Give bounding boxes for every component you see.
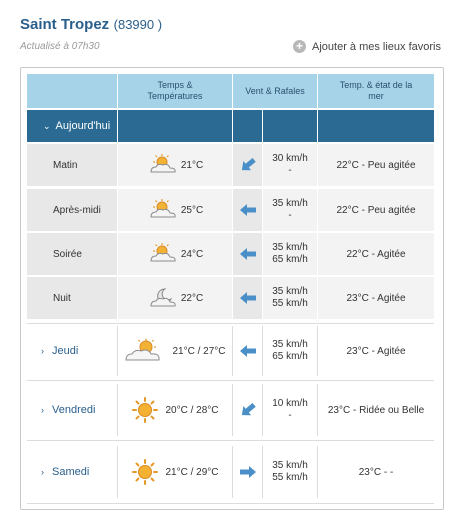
day-name: Vendredi <box>52 404 96 416</box>
sea-state: 23°C - - <box>318 446 434 498</box>
temperature-range: 21°C / 27°C <box>172 345 226 357</box>
temp-cell <box>118 384 233 436</box>
wind-gust: 55 km/h <box>272 298 308 309</box>
sun-cloud-icon <box>124 338 166 364</box>
wind-gust: - <box>288 410 292 421</box>
sea-state: 23°C - Agitée <box>318 326 434 376</box>
period-name: Après-midi <box>27 189 118 231</box>
sun-cloud-icon <box>147 153 181 177</box>
header-wind: Vent & Rafales <box>233 74 318 108</box>
day-name: Samedi <box>52 466 90 478</box>
sun-cloud-icon <box>147 242 181 266</box>
sea-state: 23°C - Ridée ou Belle <box>318 384 434 436</box>
temperature: 25°C <box>180 204 204 216</box>
period-row <box>27 189 434 231</box>
wind-gust: 55 km/h <box>272 472 308 483</box>
arrow-left-icon <box>239 203 257 217</box>
header-blank <box>27 74 118 108</box>
sea-state: 23°C - Agitée <box>318 277 434 319</box>
table-header <box>27 74 434 108</box>
temperature-range: 20°C / 28°C <box>165 404 219 416</box>
sun-icon <box>131 396 159 424</box>
sea-state: 22°C - Peu agitée <box>318 144 434 186</box>
arrow-left-icon <box>239 247 257 261</box>
wind-cell <box>263 144 318 186</box>
header-temp: Temps & Températures <box>118 74 233 108</box>
period-row <box>27 144 434 186</box>
day-name: Jeudi <box>52 345 79 357</box>
day-row[interactable] <box>27 446 434 498</box>
day-link[interactable] <box>27 384 118 436</box>
row-separator <box>27 380 434 381</box>
wind-direction-cell <box>233 233 263 275</box>
wind-speed: 35 km/h <box>272 460 308 471</box>
chevron-right-icon: › <box>41 467 44 477</box>
today-bar-cell <box>118 110 233 142</box>
day-link[interactable] <box>27 446 118 498</box>
wind-cell <box>263 446 318 498</box>
wind-cell <box>263 384 318 436</box>
day-link[interactable] <box>27 326 118 376</box>
wind-direction-cell <box>233 277 263 319</box>
temperature: 22°C <box>180 292 204 304</box>
wind-speed: 30 km/h <box>272 153 308 164</box>
period-row <box>27 233 434 275</box>
temperature: 21°C <box>180 159 204 171</box>
row-separator <box>27 323 434 324</box>
temp-cell <box>118 189 233 231</box>
plus-icon: + <box>293 40 306 53</box>
location-postcode: (83990 ) <box>113 17 163 32</box>
wind-speed: 35 km/h <box>272 242 308 253</box>
today-bar-cell <box>318 110 434 142</box>
sea-state: 22°C - Peu agitée <box>318 189 434 231</box>
wind-gust: - <box>288 165 292 176</box>
add-favorite-link[interactable] <box>293 40 441 53</box>
day-row[interactable] <box>27 384 434 436</box>
arrow-down-left-icon <box>239 401 257 419</box>
arrow-right-icon <box>239 465 257 479</box>
wind-gust: 65 km/h <box>272 254 308 265</box>
period-row <box>27 277 434 319</box>
chevron-down-icon: ⌄ <box>43 120 51 131</box>
wind-direction-cell <box>233 144 263 186</box>
period-name: Soirée <box>27 233 118 275</box>
wind-direction-cell <box>233 446 263 498</box>
wind-direction-cell <box>233 189 263 231</box>
arrow-left-icon <box>239 291 257 305</box>
today-toggle[interactable]: ⌄ Aujourd'hui <box>27 110 118 142</box>
temperature: 24°C <box>180 248 204 260</box>
chevron-right-icon: › <box>41 346 44 356</box>
temp-cell <box>118 326 233 376</box>
today-bar-cell <box>233 110 263 142</box>
wind-gust: - <box>288 210 292 221</box>
temperature-range: 21°C / 29°C <box>165 466 219 478</box>
today-bar[interactable] <box>27 110 434 142</box>
arrow-left-icon <box>239 344 257 358</box>
wind-speed: 35 km/h <box>272 339 308 350</box>
temp-cell <box>118 144 233 186</box>
day-row[interactable] <box>27 326 434 376</box>
arrow-down-left-icon <box>239 156 257 174</box>
location-title <box>20 16 162 34</box>
sun-cloud-icon <box>147 198 181 222</box>
temp-cell <box>118 277 233 319</box>
wind-cell <box>263 277 318 319</box>
temp-cell <box>118 233 233 275</box>
row-separator <box>27 440 434 441</box>
location-name: Saint Tropez <box>20 16 110 33</box>
wind-speed: 10 km/h <box>272 398 308 409</box>
period-name: Matin <box>27 144 118 186</box>
row-separator <box>27 503 434 504</box>
period-name: Nuit <box>27 277 118 319</box>
update-time: Actualisé à 07h30 <box>20 41 100 52</box>
sun-icon <box>131 458 159 486</box>
moon-cloud-icon <box>147 286 181 310</box>
wind-speed: 35 km/h <box>272 286 308 297</box>
wind-cell <box>263 326 318 376</box>
wind-speed: 35 km/h <box>272 198 308 209</box>
wind-direction-cell <box>233 384 263 436</box>
wind-gust: 65 km/h <box>272 351 308 362</box>
sea-state: 22°C - Agitée <box>318 233 434 275</box>
wind-cell <box>263 233 318 275</box>
add-favorite-label: Ajouter à mes lieux favoris <box>312 40 441 53</box>
wind-direction-cell <box>233 326 263 376</box>
wind-cell <box>263 189 318 231</box>
temp-cell <box>118 446 233 498</box>
header-sea: Temp. & état de la mer <box>318 74 434 108</box>
chevron-right-icon: › <box>41 405 44 415</box>
today-bar-cell <box>263 110 318 142</box>
